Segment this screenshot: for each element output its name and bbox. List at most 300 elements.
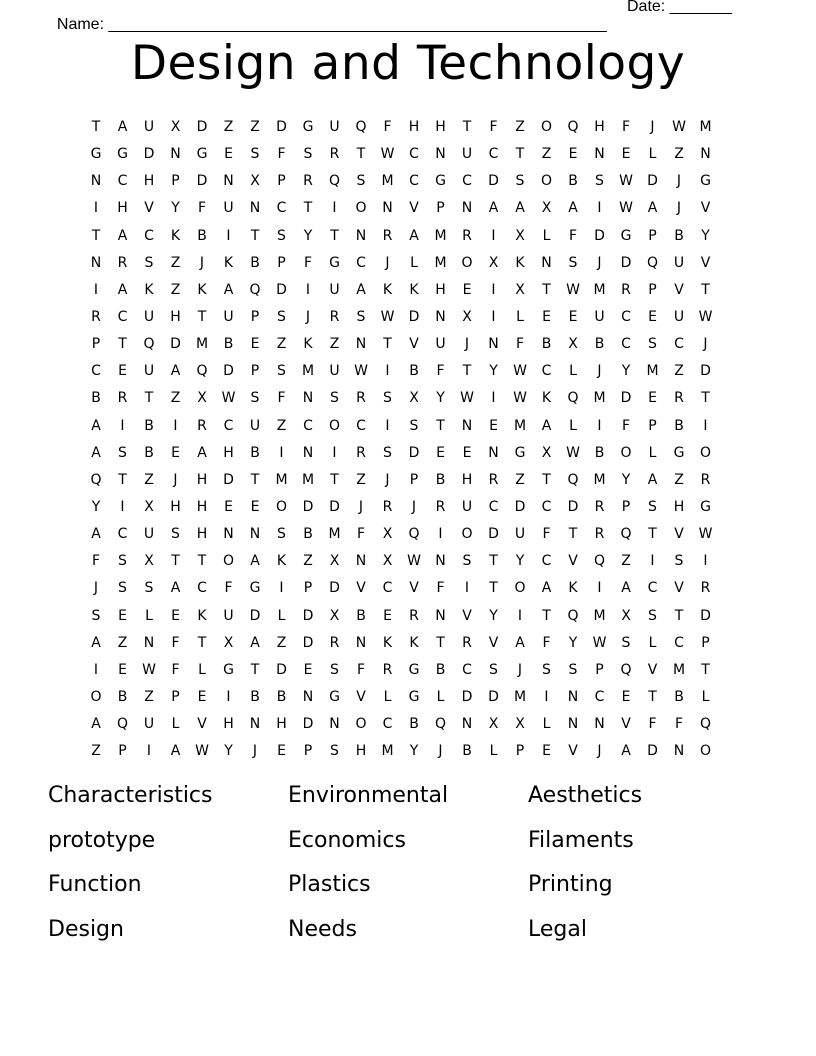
grid-letter[interactable]: H	[170, 308, 181, 325]
grid-letter[interactable]: S	[621, 634, 631, 651]
grid-letter[interactable]: I	[597, 580, 602, 597]
grid-letter[interactable]: A	[621, 743, 631, 760]
grid-letter[interactable]: N	[435, 308, 446, 325]
grid-letter[interactable]: S	[356, 308, 366, 325]
grid-letter[interactable]: N	[461, 716, 473, 733]
grid-letter[interactable]: V	[674, 526, 684, 543]
grid-letter[interactable]: T	[701, 390, 710, 407]
grid-letter[interactable]: C	[382, 580, 393, 597]
grid-letter[interactable]: V	[700, 254, 711, 271]
grid-letter[interactable]: P	[595, 661, 604, 678]
grid-letter[interactable]: W	[195, 743, 209, 760]
grid-letter[interactable]: Z	[170, 281, 181, 298]
grid-letter[interactable]: J	[464, 336, 470, 353]
grid-letter[interactable]: O	[540, 173, 553, 190]
grid-letter[interactable]: K	[170, 227, 181, 244]
grid-letter[interactable]: K	[409, 634, 419, 651]
grid-letter[interactable]: D	[620, 390, 632, 407]
grid-letter[interactable]: K	[223, 254, 234, 271]
grid-letter[interactable]: D	[302, 716, 314, 733]
grid-letter[interactable]: G	[620, 227, 632, 244]
grid-letter[interactable]: R	[435, 498, 446, 515]
grid-letter[interactable]: L	[145, 607, 153, 624]
grid-letter[interactable]: C	[409, 173, 419, 190]
grid-letter[interactable]: I	[305, 281, 311, 298]
grid-letter[interactable]: J	[411, 498, 417, 515]
grid-letter[interactable]: B	[435, 661, 446, 678]
grid-letter[interactable]: X	[382, 526, 393, 543]
grid-letter[interactable]: S	[330, 743, 339, 760]
grid-letter[interactable]: M	[593, 281, 606, 298]
grid-letter[interactable]: N	[382, 200, 393, 217]
grid-letter[interactable]: O	[514, 580, 526, 597]
grid-letter[interactable]: D	[223, 363, 234, 380]
grid-letter[interactable]: E	[568, 308, 578, 325]
grid-letter[interactable]: E	[648, 390, 657, 407]
grid-letter[interactable]: A	[515, 200, 525, 217]
grid-letter[interactable]: S	[277, 227, 286, 244]
grid-letter[interactable]: O	[699, 743, 712, 760]
grid-letter[interactable]: F	[356, 661, 366, 678]
grid-letter[interactable]: R	[329, 308, 340, 325]
grid-letter[interactable]: P	[118, 743, 127, 760]
grid-letter[interactable]: S	[383, 390, 392, 407]
grid-letter[interactable]: I	[226, 227, 231, 244]
grid-letter[interactable]: R	[356, 390, 366, 407]
grid-letter[interactable]: Z	[674, 471, 684, 488]
grid-letter[interactable]: A	[91, 444, 101, 461]
grid-letter[interactable]: L	[542, 227, 551, 244]
grid-letter[interactable]: U	[143, 119, 155, 135]
grid-letter[interactable]: A	[197, 444, 207, 461]
grid-letter[interactable]: B	[250, 688, 260, 705]
grid-letter[interactable]: S	[648, 498, 657, 515]
grid-letter[interactable]: U	[143, 308, 155, 325]
grid-letter[interactable]: A	[91, 716, 101, 733]
grid-letter[interactable]: T	[303, 200, 313, 217]
grid-letter[interactable]: T	[436, 417, 445, 434]
grid-letter[interactable]: B	[594, 444, 605, 461]
grid-letter[interactable]: Z	[515, 119, 525, 135]
grid-letter[interactable]: J	[597, 254, 602, 271]
grid-letter[interactable]: S	[489, 661, 498, 678]
grid-letter[interactable]: T	[91, 119, 101, 135]
grid-letter[interactable]: B	[541, 336, 552, 353]
grid-letter[interactable]: X	[329, 607, 340, 624]
grid-letter[interactable]: N	[223, 173, 234, 190]
grid-letter[interactable]: R	[329, 146, 340, 163]
grid-letter[interactable]: F	[303, 254, 313, 271]
grid-letter[interactable]: W	[460, 390, 474, 407]
grid-letter[interactable]: W	[142, 661, 156, 678]
grid-letter[interactable]: S	[277, 363, 286, 380]
grid-letter[interactable]: G	[408, 688, 420, 705]
grid-letter[interactable]: T	[197, 553, 207, 570]
grid-letter[interactable]: A	[117, 281, 128, 298]
grid-letter[interactable]: S	[648, 607, 657, 624]
grid-letter[interactable]: C	[674, 336, 684, 353]
grid-letter[interactable]: N	[355, 227, 367, 244]
grid-letter[interactable]: G	[514, 444, 526, 461]
grid-letter[interactable]: Q	[699, 716, 712, 733]
grid-letter[interactable]: G	[223, 661, 234, 678]
grid-letter[interactable]: F	[648, 716, 657, 733]
grid-letter[interactable]: H	[196, 471, 208, 488]
grid-letter[interactable]: Q	[567, 390, 579, 407]
grid-letter[interactable]: G	[435, 173, 446, 190]
grid-letter[interactable]: P	[250, 363, 260, 380]
grid-letter[interactable]: T	[648, 688, 657, 705]
grid-letter[interactable]: R	[197, 417, 207, 434]
grid-letter[interactable]: Z	[250, 119, 260, 135]
grid-letter[interactable]: J	[676, 200, 682, 217]
grid-letter[interactable]: R	[117, 254, 128, 271]
grid-letter[interactable]: D	[276, 281, 287, 298]
grid-letter[interactable]: S	[330, 390, 339, 407]
grid-letter[interactable]: N	[355, 553, 367, 570]
grid-letter[interactable]: K	[276, 553, 287, 570]
grid-letter[interactable]: K	[197, 607, 207, 624]
grid-letter[interactable]: B	[462, 743, 472, 760]
grid-letter[interactable]: B	[409, 716, 419, 733]
grid-letter[interactable]: S	[277, 526, 286, 543]
grid-letter[interactable]: X	[223, 634, 234, 651]
grid-letter[interactable]: S	[568, 661, 578, 678]
grid-letter[interactable]: P	[250, 308, 260, 325]
grid-letter[interactable]: C	[117, 308, 128, 325]
grid-letter[interactable]: V	[144, 200, 154, 217]
grid-letter[interactable]: E	[197, 688, 207, 705]
grid-letter[interactable]: L	[489, 743, 498, 760]
grid-letter[interactable]: S	[171, 526, 180, 543]
grid-letter[interactable]: N	[594, 146, 605, 163]
grid-letter[interactable]: A	[117, 119, 128, 135]
grid-letter[interactable]: W	[513, 363, 527, 380]
grid-letter[interactable]: D	[143, 146, 155, 163]
grid-letter[interactable]: C	[356, 254, 366, 271]
grid-letter[interactable]: P	[648, 417, 657, 434]
grid-letter[interactable]: K	[541, 390, 552, 407]
grid-letter[interactable]: F	[171, 661, 180, 678]
grid-letter[interactable]: I	[332, 200, 337, 217]
grid-letter[interactable]: H	[435, 119, 446, 135]
grid-letter[interactable]: L	[171, 716, 180, 733]
grid-letter[interactable]: S	[277, 308, 286, 325]
grid-letter[interactable]: D	[488, 688, 499, 705]
grid-letter[interactable]: D	[329, 580, 340, 597]
grid-letter[interactable]: I	[146, 743, 152, 760]
grid-letter[interactable]: W	[672, 119, 686, 135]
grid-letter[interactable]: S	[250, 390, 260, 407]
grid-letter[interactable]: Z	[276, 336, 287, 353]
grid-letter[interactable]: L	[383, 688, 392, 705]
grid-letter[interactable]: X	[515, 281, 525, 298]
grid-letter[interactable]: F	[277, 390, 286, 407]
grid-letter[interactable]: R	[488, 471, 499, 488]
grid-letter[interactable]: Q	[646, 254, 659, 271]
grid-letter[interactable]: S	[568, 254, 578, 271]
grid-letter[interactable]: U	[249, 417, 261, 434]
grid-letter[interactable]: N	[567, 716, 579, 733]
grid-letter[interactable]: J	[650, 119, 655, 135]
grid-letter[interactable]: E	[462, 444, 472, 461]
grid-letter[interactable]: W	[566, 444, 580, 461]
grid-letter[interactable]: E	[489, 417, 498, 434]
grid-letter[interactable]: T	[250, 471, 260, 488]
grid-letter[interactable]: B	[197, 227, 207, 244]
grid-letter[interactable]: H	[170, 498, 181, 515]
grid-letter[interactable]: A	[488, 200, 499, 217]
grid-letter[interactable]: B	[356, 607, 366, 624]
grid-letter[interactable]: T	[436, 634, 445, 651]
grid-letter[interactable]: N	[673, 743, 685, 760]
grid-letter[interactable]: P	[648, 281, 657, 298]
grid-letter[interactable]: A	[568, 200, 578, 217]
grid-letter[interactable]: U	[673, 308, 685, 325]
grid-letter[interactable]: R	[674, 390, 684, 407]
grid-letter[interactable]: J	[305, 308, 311, 325]
grid-letter[interactable]: N	[488, 336, 499, 353]
grid-letter[interactable]: I	[544, 688, 549, 705]
grid-letter[interactable]: K	[197, 281, 207, 298]
grid-letter[interactable]: Q	[593, 553, 606, 570]
grid-letter[interactable]: C	[594, 688, 605, 705]
grid-letter[interactable]: W	[566, 281, 580, 298]
grid-letter[interactable]: P	[409, 471, 419, 488]
grid-letter[interactable]: C	[488, 498, 499, 515]
grid-letter[interactable]: C	[117, 173, 128, 190]
grid-letter[interactable]: V	[647, 661, 658, 678]
grid-letter[interactable]: F	[621, 417, 631, 434]
grid-letter[interactable]: T	[462, 119, 472, 135]
grid-letter[interactable]: J	[358, 498, 364, 515]
grid-letter[interactable]: A	[409, 227, 419, 244]
grid-letter[interactable]: N	[488, 444, 499, 461]
grid-letter[interactable]: T	[383, 336, 392, 353]
grid-letter[interactable]: A	[515, 634, 525, 651]
grid-letter[interactable]: W	[380, 308, 395, 325]
grid-letter[interactable]: N	[435, 146, 446, 163]
grid-letter[interactable]: Z	[170, 390, 181, 407]
grid-letter[interactable]: F	[197, 200, 207, 217]
grid-letter[interactable]: Y	[171, 200, 180, 217]
grid-letter[interactable]: I	[438, 526, 443, 543]
grid-letter[interactable]: K	[303, 336, 313, 353]
grid-letter[interactable]: Y	[303, 227, 313, 244]
grid-letter[interactable]: A	[223, 281, 234, 298]
grid-letter[interactable]: M	[434, 227, 447, 244]
grid-letter[interactable]: F	[515, 336, 525, 353]
grid-letter[interactable]: F	[542, 526, 551, 543]
grid-letter[interactable]: O	[461, 526, 473, 543]
grid-letter[interactable]: S	[542, 661, 551, 678]
grid-letter[interactable]: A	[117, 227, 128, 244]
grid-letter[interactable]: D	[223, 471, 234, 488]
grid-letter[interactable]: U	[329, 281, 340, 298]
grid-letter[interactable]: S	[356, 173, 366, 190]
grid-letter[interactable]: F	[621, 119, 631, 135]
grid-letter[interactable]: P	[277, 173, 286, 190]
grid-letter[interactable]: V	[674, 281, 684, 298]
grid-letter[interactable]: T	[91, 227, 101, 244]
grid-letter[interactable]: H	[223, 716, 234, 733]
grid-letter[interactable]: Q	[567, 607, 579, 624]
grid-letter[interactable]: I	[491, 390, 496, 407]
grid-letter[interactable]: V	[409, 336, 419, 353]
name-field-label[interactable]: Name: ________________________________________________________	[56, 16, 607, 33]
grid-letter[interactable]: E	[568, 146, 578, 163]
grid-letter[interactable]: B	[144, 444, 154, 461]
grid-letter[interactable]: M	[275, 471, 288, 488]
grid-letter[interactable]: Z	[276, 634, 287, 651]
grid-letter[interactable]: D	[170, 336, 181, 353]
grid-letter[interactable]: I	[385, 417, 390, 434]
grid-letter[interactable]: W	[619, 173, 633, 190]
grid-letter[interactable]: I	[385, 363, 390, 380]
grid-letter[interactable]: W	[221, 390, 236, 407]
grid-letter[interactable]: E	[118, 607, 127, 624]
grid-letter[interactable]: C	[621, 308, 631, 325]
grid-letter[interactable]: F	[91, 553, 101, 570]
grid-letter[interactable]: A	[91, 634, 101, 651]
grid-letter[interactable]: R	[382, 227, 393, 244]
grid-letter[interactable]: T	[542, 471, 551, 488]
grid-letter[interactable]: Y	[489, 607, 498, 624]
grid-letter[interactable]: R	[356, 444, 366, 461]
grid-letter[interactable]: E	[648, 308, 657, 325]
grid-letter[interactable]: P	[91, 336, 101, 353]
grid-letter[interactable]: B	[303, 526, 313, 543]
grid-letter[interactable]: U	[435, 336, 446, 353]
grid-letter[interactable]: I	[93, 200, 99, 217]
grid-letter[interactable]: S	[648, 336, 657, 353]
grid-letter[interactable]: P	[436, 200, 445, 217]
grid-letter[interactable]: V	[674, 580, 684, 597]
grid-letter[interactable]: I	[703, 417, 708, 434]
grid-letter[interactable]: J	[173, 471, 178, 488]
letter-grid[interactable]	[85, 114, 721, 765]
grid-letter[interactable]: B	[674, 417, 684, 434]
grid-letter[interactable]: C	[647, 580, 658, 597]
grid-letter[interactable]: C	[144, 227, 154, 244]
grid-letter[interactable]: T	[356, 146, 366, 163]
grid-letter[interactable]: U	[514, 526, 526, 543]
grid-letter[interactable]: G	[90, 146, 102, 163]
grid-letter[interactable]: D	[461, 688, 473, 705]
grid-letter[interactable]: U	[594, 308, 605, 325]
grid-letter[interactable]: D	[647, 173, 658, 190]
grid-letter[interactable]: W	[698, 308, 713, 325]
grid-letter[interactable]: R	[382, 661, 393, 678]
grid-letter[interactable]: K	[382, 281, 393, 298]
grid-letter[interactable]: I	[597, 200, 602, 217]
grid-letter[interactable]: T	[250, 227, 260, 244]
grid-letter[interactable]: F	[383, 119, 392, 135]
grid-letter[interactable]: S	[330, 661, 339, 678]
grid-letter[interactable]: E	[118, 363, 127, 380]
grid-letter[interactable]: C	[462, 173, 472, 190]
grid-letter[interactable]: P	[303, 743, 313, 760]
grid-letter[interactable]: N	[461, 200, 473, 217]
grid-letter[interactable]: F	[542, 634, 551, 651]
grid-letter[interactable]: N	[302, 688, 314, 705]
grid-letter[interactable]: B	[674, 688, 684, 705]
grid-letter[interactable]: N	[355, 634, 367, 651]
grid-letter[interactable]: S	[674, 553, 684, 570]
grid-letter[interactable]: E	[224, 146, 233, 163]
grid-letter[interactable]: P	[303, 580, 313, 597]
grid-letter[interactable]: T	[568, 526, 578, 543]
grid-letter[interactable]: O	[699, 444, 712, 461]
grid-letter[interactable]: X	[515, 716, 525, 733]
grid-letter[interactable]: C	[197, 580, 207, 597]
grid-letter[interactable]: S	[91, 607, 101, 624]
grid-letter[interactable]: M	[699, 119, 712, 135]
grid-letter[interactable]: T	[250, 661, 260, 678]
grid-letter[interactable]: E	[621, 688, 631, 705]
grid-letter[interactable]: P	[277, 254, 286, 271]
grid-letter[interactable]: N	[90, 254, 102, 271]
grid-letter[interactable]: Z	[674, 146, 684, 163]
grid-letter[interactable]: I	[517, 607, 523, 624]
grid-letter[interactable]: U	[461, 146, 473, 163]
grid-letter[interactable]: S	[595, 173, 604, 190]
grid-letter[interactable]: N	[302, 390, 314, 407]
grid-letter[interactable]: Q	[116, 716, 129, 733]
grid-letter[interactable]: V	[356, 580, 366, 597]
grid-letter[interactable]: L	[648, 146, 657, 163]
grid-letter[interactable]: E	[277, 743, 286, 760]
grid-letter[interactable]: S	[383, 444, 392, 461]
grid-letter[interactable]: M	[301, 471, 315, 488]
grid-letter[interactable]: N	[249, 200, 261, 217]
grid-letter[interactable]: E	[250, 336, 260, 353]
grid-letter[interactable]: J	[199, 254, 205, 271]
grid-letter[interactable]: W	[698, 526, 713, 543]
grid-letter[interactable]: B	[276, 688, 287, 705]
grid-letter[interactable]: Q	[434, 716, 447, 733]
grid-letter[interactable]: E	[621, 146, 631, 163]
grid-letter[interactable]: F	[674, 716, 684, 733]
grid-letter[interactable]: S	[409, 417, 419, 434]
grid-letter[interactable]: D	[620, 254, 632, 271]
grid-letter[interactable]: Z	[144, 471, 154, 488]
grid-letter[interactable]: H	[594, 119, 605, 135]
grid-letter[interactable]: I	[650, 553, 655, 570]
grid-letter[interactable]: I	[332, 444, 337, 461]
grid-letter[interactable]: T	[171, 553, 180, 570]
grid-letter[interactable]: P	[171, 173, 180, 190]
grid-letter[interactable]: L	[648, 444, 657, 461]
grid-letter[interactable]: X	[144, 553, 154, 570]
grid-letter[interactable]: K	[515, 254, 525, 271]
grid-letter[interactable]: Z	[117, 634, 128, 651]
grid-letter[interactable]: J	[517, 661, 523, 678]
grid-letter[interactable]: T	[542, 281, 551, 298]
grid-letter[interactable]: V	[488, 634, 499, 651]
grid-letter[interactable]: J	[93, 580, 99, 597]
grid-letter[interactable]: T	[674, 607, 684, 624]
grid-letter[interactable]: C	[409, 146, 419, 163]
grid-letter[interactable]: E	[224, 498, 233, 515]
grid-letter[interactable]: Y	[91, 498, 101, 515]
grid-letter[interactable]: Y	[436, 390, 445, 407]
grid-letter[interactable]: S	[118, 444, 127, 461]
grid-letter[interactable]: D	[594, 227, 605, 244]
grid-letter[interactable]: A	[541, 580, 552, 597]
grid-letter[interactable]: G	[700, 498, 711, 515]
grid-letter[interactable]: Z	[303, 553, 313, 570]
